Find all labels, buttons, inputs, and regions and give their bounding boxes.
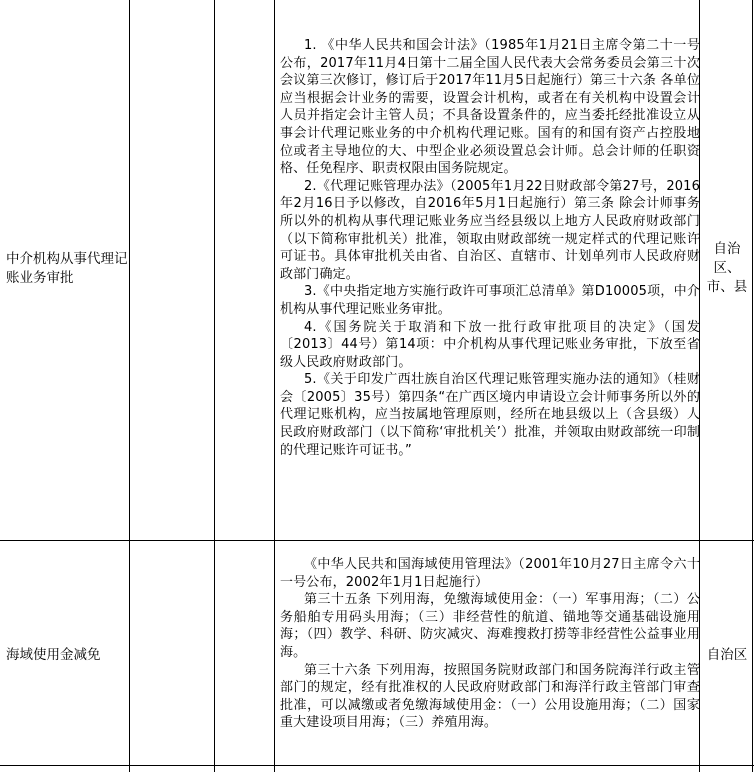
basis-paragraph: 《中华人民共和国海域使用管理法》（2001年10月27日主席令六十一号公布，2002年1月1日起施行） bbox=[280, 557, 700, 590]
basis-paragraph: 2.《代理记账管理办法》（2005年1月22日财政部令第27号，2016年2月16日予以修改，自2016年5月1日起施行）第三条 除会计师事务所以外的机构从事代理记账业务应当经县级以上地方人民政府财政部门（以下简称审批机关）批准，领取由财政部统一规定样式的代理记账许可证书。具体审批机关由省、自治区、直辖市、计划单列市人民政府财政部门确定。 bbox=[280, 178, 700, 282]
column-divider-5 bbox=[752, 0, 753, 772]
row-divider-1 bbox=[0, 540, 754, 541]
basis-paragraph: 第三十六条 下列用海，按照国务院财政部门和国务院海洋行政主管部门的规定，经有批准权的人民政府财政部门和海洋行政主管部门审查批准，可以减缴或者免缴海域使用金：（一）公用设施用海；（二）国家重大建设项目用海；（三）养殖用海。 bbox=[280, 662, 700, 731]
implementing-level: 自治区、市、县 bbox=[706, 241, 748, 295]
legal-basis bbox=[280, 37, 700, 459]
item-name: 海域使用金减免 bbox=[6, 647, 101, 663]
basis-paragraph: 1. 《中华人民共和国会计法》（1985年1月21日主席令第二十一号公布，2017年11月4日第十二届全国人民代表大会常务委员会第三十次会议第三次修订，修订后于2017年11月5日起施行）第三十六条 各单位应当根据会计业务的需要，设置会计机构，或者在有关机构中设置会计人员并指定会计主管人员；不具备设置条件的，应当委托经批准设立从事会计代理记账业务的中介机构代理记账。国有的和国有资产占控股地位或者主导地位的大、中型企业必须设置总会计师。总会计师的任职资格、任免程序、职责权限由国务院规定。 bbox=[280, 38, 700, 177]
column-divider-3 bbox=[274, 0, 275, 772]
item-name: 中介机构从事代理记账业务审批 bbox=[6, 251, 128, 286]
basis-paragraph: 第三十五条 下列用海，免缴海域使用金：（一）军事用海；（二）公务船舶专用码头用海；（三）非经营性的航道、锚地等交通基础设施用海；（四）教学、科研、防灾减灾、海难搜救打捞等非经营性公益事业用海。 bbox=[280, 592, 700, 660]
basis-paragraph: 4.《国务院关于取消和下放一批行政审批项目的决定》（国发〔2013〕44号）第14项：中介机构从事代理记账业务审批，下放至省级人民政府财政部门。 bbox=[280, 319, 700, 370]
basis-paragraph: 3.《中央指定地方实施行政许可事项汇总清单》第D10005项，中介机构从事代理记账业务审批。 bbox=[280, 284, 700, 317]
implementing-level: 自治区 bbox=[706, 647, 748, 663]
legal-basis bbox=[280, 556, 700, 732]
basis-paragraph: 5.《关于印发广西壮族自治区代理记账管理实施办法的通知》（桂财会〔2005〕35号）第四条“在广西区境内申请设立会计师事务所以外的代理记账机构，应当按属地管理原则，经所在地县级以上（含县级）人民政府财政部门（以下简称‘审批机关’）批准，并领取由财政部统一印制的代理记账许可证书。” bbox=[280, 372, 700, 458]
row-divider-2 bbox=[0, 765, 754, 766]
column-divider-1 bbox=[129, 0, 130, 772]
column-divider-2 bbox=[214, 0, 215, 772]
